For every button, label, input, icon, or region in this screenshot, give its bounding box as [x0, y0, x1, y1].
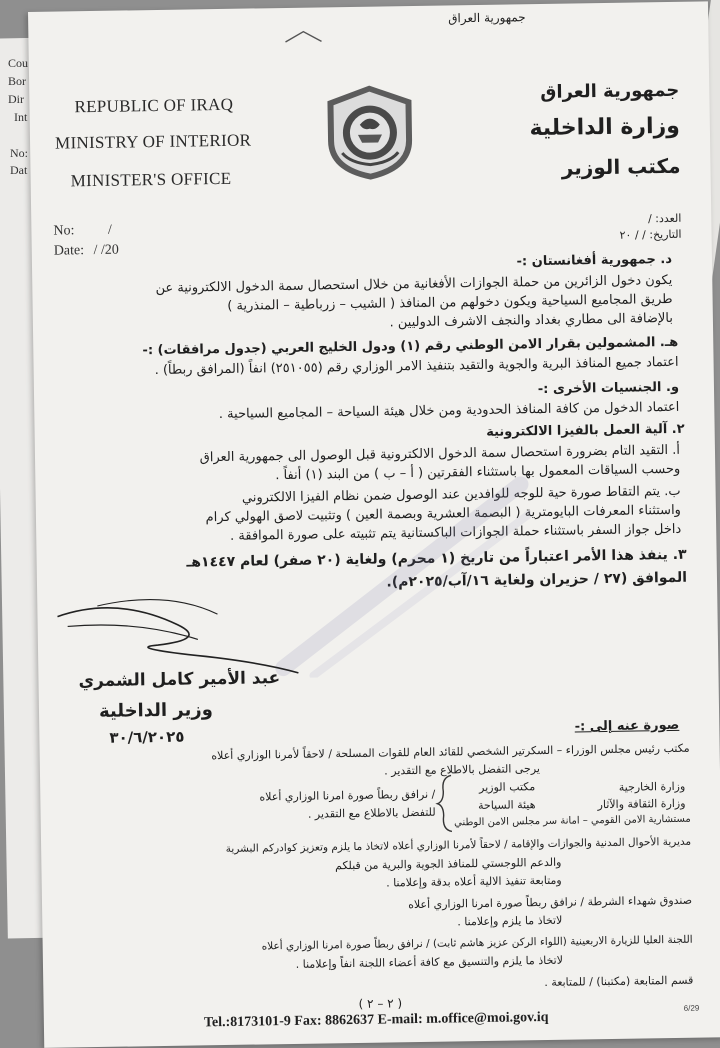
copy-recipient-line: وزارة الثقافة والآثار — [597, 796, 686, 812]
under-sheet-line: Cou — [8, 56, 29, 70]
copy-recipient-line: قسم المتابعة (مكتبنا) / للمتابعة . — [544, 973, 694, 990]
header-office-ar: مكتب الوزير — [561, 153, 681, 180]
section-h-title: هـ. المشمولين بقرار الامن الوطني رقم (١) ودول الخليج العربي (جدول مرافقات) :- — [142, 334, 679, 359]
header-republic-en: REPUBLIC OF IRAQ — [74, 94, 234, 117]
copy-recipient-line: اللجنة العليا للزيارة الاربعينية (اللواء الركن عزيز هاشم ثابت) / نرافق ربطاً صورة امرنا الوزاري أعلاه — [261, 933, 693, 953]
footer-contact: Tel.:8173101-9 Fax: 8862637 E-mail: m.office@moi.gov.iq — [203, 1009, 549, 1031]
under-sheet-line: Dat — [10, 163, 28, 177]
copy-recipient-line: والدعم اللوجستي للمنافذ الجوية والبرية من قبلكم — [335, 855, 562, 873]
ref-date — [54, 243, 119, 260]
section-d-title: د. جمهورية أفغانستان :- — [516, 251, 673, 270]
section-3-line: ٣. ينفذ هذا الأمر اعتباراً من تاريخ (١ محرم) ولغاية (٢٠ صفر) لعام ١٤٤٧هـ — [186, 546, 687, 571]
section-w-line: اعتماد الدخول من كافة المنافذ الحدودية ومن خلال هيئة السياحة – المجاميع السياحية . — [218, 399, 680, 423]
top-right-header: جمهورية العراق — [448, 10, 526, 26]
copy-recipient-line: للتفضل بالاطلاع مع التقدير . — [307, 805, 436, 821]
header-office-en: MINISTER'S OFFICE — [70, 168, 232, 191]
section-2a-line: وحسب السياقات المعمول بها باستثناء الفقرتين ( أ – ب ) من البند (١) أنفاً . — [275, 461, 681, 484]
header-ministry-en: MINISTRY OF INTERIOR — [54, 130, 252, 153]
signatory-title: وزير الداخلية — [98, 699, 214, 722]
ref-no — [53, 223, 112, 240]
section-3-line: الموافق (٢٧ / حزيران ولغاية ١٦/آب/٢٠٢٥م). — [386, 569, 688, 591]
under-sheet-line: Int — [14, 110, 28, 124]
copy-recipient-line: لاتخاذ ما يلزم وإعلامنا . — [457, 913, 563, 929]
header-ministry-ar: وزارة الداخلية — [529, 113, 681, 142]
copy-recipient-line: / نرافق ربطاً صورة امرنا الوزاري أعلاه — [259, 787, 436, 804]
under-sheet-line: No: — [10, 146, 28, 160]
section-2-title: ٢. آلية العمل بالفيزا الالكترونية — [486, 421, 685, 440]
section-h-line: اعتماد جميع المنافذ البرية والجوية والتقيد بتنفيذ الامر الوزاري رقم (٢٥١٠٥٥) انفاً (المرافق ربطاً) . — [154, 354, 679, 379]
brace-icon — [435, 773, 456, 833]
ref-no-label: No: — [53, 223, 75, 239]
section-2b-line: داخل جواز السفر باستثناء حملة الجوازات الباكستانية يتم تثبيته على صورة الموافقة . — [229, 521, 682, 544]
copy-recipient-line: وزارة الخارجية — [618, 779, 686, 794]
section-2b-line: واستثناء المعرفات البايومترية ( البصمة العشرية وبصمة العين ) وتثبيت لاصق الهولي كرام — [205, 502, 682, 526]
copy-recipient-line: لاتخاذ ما يلزم والتنسيق مع كافة أعضاء اللجنة انفاً وإعلامنا . — [295, 953, 564, 971]
copy-recipient-line: صندوق شهداء الشرطة / نرافق ربطاً صورة امرنا الوزاري أعلاه — [408, 893, 693, 912]
header-republic-ar: جمهورية العراق — [540, 79, 680, 103]
copies-heading: صورة عنه إلى :- — [574, 717, 680, 735]
section-d-line: يكون دخول الزائرين من حملة الجوازات الأفغانية من خلال استحصال سمة الدخول الالكترونية عن — [155, 272, 673, 297]
section-d-line: بالإضافة الى مطاري بغداد والنجف الاشرف الدوليين . — [389, 310, 674, 331]
copy-recipient-line: هيئة السياحة — [477, 798, 536, 813]
caret-mark-icon — [283, 29, 323, 44]
ref-date-value: / /20 — [93, 242, 119, 258]
copy-recipient-line: مديرية الأحوال المدنية والجوازات والإقامة / لاحقاً لأمرنا الوزاري أعلاه لاتخاذ ما يلزم وتعزيز كوادركم البشرية — [225, 835, 692, 855]
letter-page — [28, 1, 720, 1048]
ref-no-ar: العدد: / — [647, 211, 682, 226]
copy-recipient-line: ومتابعة تنفيذ الالية أعلاه بدقة وإعلامنا . — [386, 873, 562, 890]
signature-date: ٣٠/٦/٢٠٢٥ — [109, 727, 185, 747]
section-w-title: و. الجنسيات الأخرى :- — [537, 379, 680, 398]
section-d-line: طريق المجاميع السياحية ويكون دخولهم من المنافذ ( الشيب – زرباطية – المنذرية ) — [227, 291, 673, 314]
ref-no-value: / — [107, 222, 112, 238]
under-sheet-line: Bor — [8, 74, 26, 88]
copy-recipient-line: مكتب الوزير — [479, 780, 536, 795]
ref-date-ar: التاريخ: / / ٢٠ — [619, 227, 682, 242]
page-number: ( ٢ – ٢ ) — [358, 996, 403, 1011]
signatory-name: عبد الأمير كامل الشمري — [78, 668, 281, 692]
copy-recipient-line: يرجى التفضل بالاطلاع مع التقدير . — [384, 762, 541, 778]
ministry-emblem-icon — [319, 82, 421, 184]
copy-recipient-line: مستشارية الامن القومي – امانة سر مجلس الامن الوطني — [453, 813, 691, 829]
print-code: 6/29 — [683, 1003, 700, 1013]
section-2a-line: أ. التقيد التام بضرورة استحصال سمة الدخول الالكترونية قبل الوصول الى جمهورية العراق — [199, 442, 681, 466]
ref-date-label: Date: — [53, 243, 85, 259]
under-sheet-line: Dir — [8, 92, 24, 106]
section-2b-line: ب. يتم التقاط صورة حية للوجه للوافدين عند الوصول ضمن نظام الفيزا الالكتروني — [241, 483, 681, 506]
copy-recipient-line: مكتب رئيس مجلس الوزراء – السكرتير الشخصي للقائد العام للقوات المسلحة / لاحقاً لأمرنا الوزاري أعلاه — [211, 741, 690, 763]
